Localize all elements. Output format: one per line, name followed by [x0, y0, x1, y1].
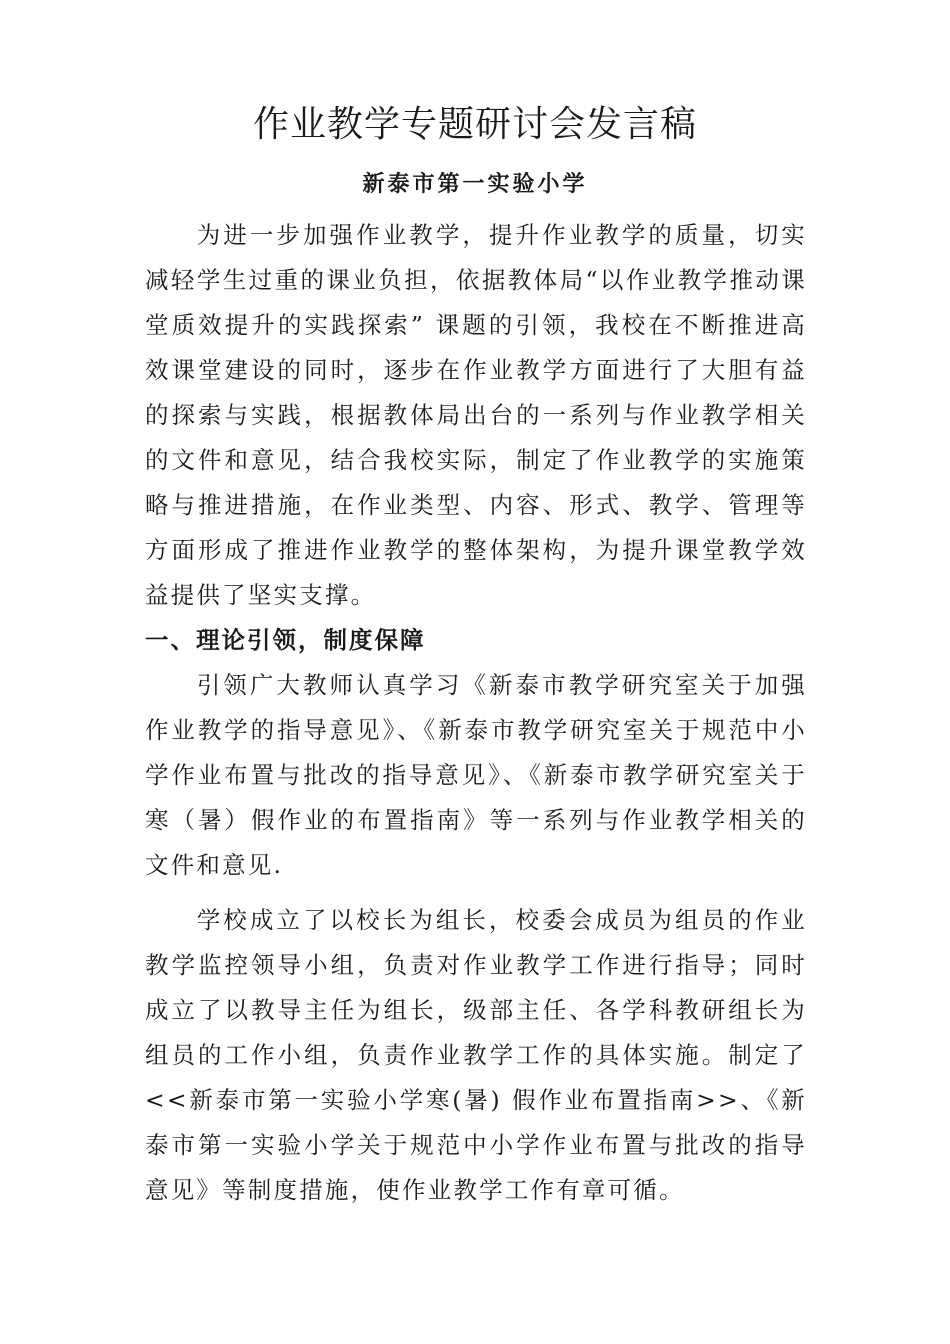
section-heading: 一、理论引领，制度保障 [145, 626, 426, 654]
section-paragraph-2: 学校成立了以校长为组长，校委会成员为组员的作业教学监控领导小组，负责对作业教学工作进行指导；同时成立了以教导主任为组长，级部主任、各学科教研组长为组员的工作小组，负责作业教学工作的具体实施。制定了<<新泰市第一实验小学寒(暑) 假作业布置指南>>、《新泰市第一实验小学关于规范中小学作业布置与批改的指导意见》等制度措施，使作业教学工作有章可循。 [145, 906, 807, 1204]
document-body [145, 213, 807, 1213]
document-title: 作业教学专题研讨会发言稿 [252, 104, 697, 145]
intro-paragraph: 为进一步加强作业教学，提升作业教学的质量，切实减轻学生过重的课业负担，依据教体局“以作业教学推动课堂质效提升的实践探索” 课题的引领，我校在不断推进高效课堂建设的同时，逐步在作业教学方面进行了大胆有益的探索与实践，根据教体局出台的一系列与作业教学相关的文件和意见，结合我校实际，制定了作业教学的实施策略与推进措施，在作业类型、内容、形式、教学、管理等方面形成了推进作业教学的整体架构，为提升课堂教学效益提供了坚实支撑。 [145, 221, 807, 609]
school-name: 新泰市第一实验小学 [362, 171, 588, 197]
section-paragraph-1: 引领广大教师认真学习《新泰市教学研究室关于加强作业教学的指导意见》、《新泰市教学研究室关于规范中小学作业布置与批改的指导意见》、《新泰市教学研究室关于寒（暑）假作业的布置指南》等一系列与作业教学相关的文件和意见. [145, 671, 807, 879]
